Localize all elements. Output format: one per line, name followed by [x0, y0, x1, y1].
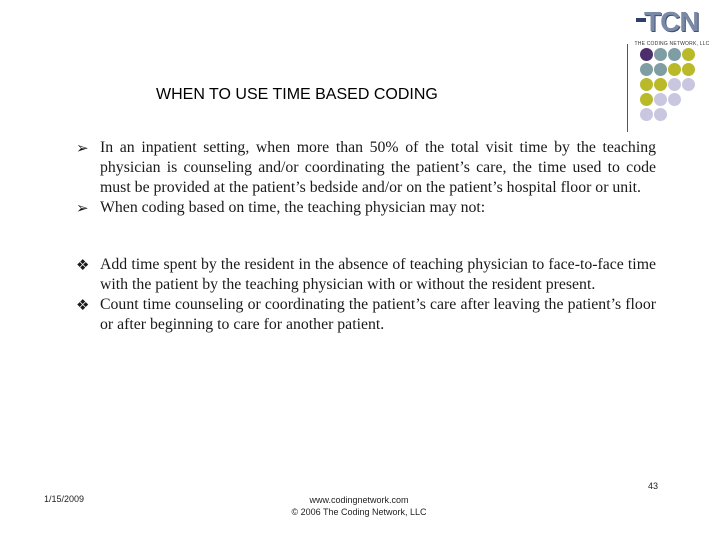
dot	[668, 93, 681, 106]
dot	[640, 63, 653, 76]
dot	[682, 48, 695, 61]
dot	[640, 78, 653, 91]
footer-center	[200, 494, 518, 518]
dot	[640, 93, 653, 106]
bullet-item	[76, 295, 656, 335]
arrow-bullet-icon: ➢	[76, 139, 89, 157]
dot	[668, 78, 681, 91]
bullet-text: Count time counseling or coordinating the patient’s care after leaving the patient’s floor or after beginning to care for another patient.	[100, 296, 656, 333]
dot	[654, 63, 667, 76]
divider-line	[627, 44, 628, 132]
arrow-bullet-icon: ➢	[76, 199, 89, 217]
diamond-bullet-icon: ❖	[76, 296, 90, 314]
dot	[668, 63, 681, 76]
footer-website: www.codingnetwork.com	[309, 495, 409, 505]
dot	[682, 63, 695, 76]
bullet-item	[76, 138, 656, 198]
dot	[640, 108, 653, 121]
diamond-bullet-icon: ❖	[76, 256, 90, 274]
bullet-item	[76, 198, 656, 218]
dot	[682, 78, 695, 91]
dot	[654, 93, 667, 106]
bullet-item	[76, 255, 656, 295]
main-bullet-list	[76, 138, 656, 218]
page-number: 43	[648, 481, 659, 491]
sub-bullet-list	[76, 255, 656, 335]
dot	[654, 108, 667, 121]
slide-title: WHEN TO USE TIME BASED CODING	[156, 86, 438, 103]
company-logo	[630, 8, 714, 48]
footer-copyright: © 2006 The Coding Network, LLC	[291, 507, 427, 517]
logo-text: TCN	[644, 6, 699, 37]
bullet-text: When coding based on time, the teaching physician may not:	[100, 199, 486, 216]
bullet-text: Add time spent by the resident in the absence of teaching physician to face-to-face time with the patient by the teaching physician with or without the resident present.	[100, 256, 656, 293]
logo-subtitle: THE CODING NETWORK, LLC	[634, 41, 710, 47]
dot	[654, 78, 667, 91]
dot	[654, 48, 667, 61]
dot	[640, 48, 653, 61]
footer-date: 1/15/2009	[44, 494, 85, 504]
dot	[668, 48, 681, 61]
bullet-text: In an inpatient setting, when more than 50% of the total visit time by the teaching physician is counseling and/or coordinating the patient’s care, the time used to code must be provided at the patient’s bedside and/or on the patient’s hospital floor or unit.	[100, 139, 656, 196]
